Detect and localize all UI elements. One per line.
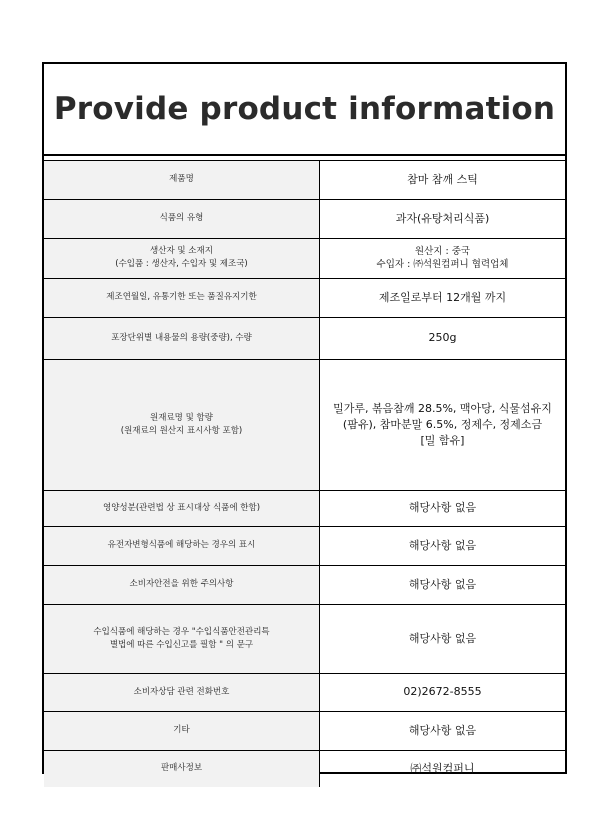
row-value-quantity: 250g — [320, 317, 566, 359]
row-label-phone: 소비자상담 관련 전화번호 — [44, 673, 320, 711]
table-row — [44, 604, 565, 673]
table-row — [44, 750, 565, 787]
row-value-ingredients: 밀가루, 볶음참깨 28.5%, 맥아당, 식물섬유지(팜유), 참마분말 6.5%, 정제수, 정제소금 [밀 함유] — [320, 359, 566, 490]
table-row — [44, 238, 565, 278]
table-row — [44, 711, 565, 750]
table-row — [44, 199, 565, 238]
row-value-nutrition: 해당사항 없음 — [320, 490, 566, 526]
table-row — [44, 317, 565, 359]
row-value-phone: 02)2672-8555 — [320, 673, 566, 711]
page-title: Provide product information — [53, 91, 556, 127]
product-info-table — [44, 161, 565, 787]
table-row — [44, 673, 565, 711]
product-info-sheet — [42, 62, 567, 774]
title-box — [44, 64, 565, 156]
row-label-gmo: 유전자변형식품에 해당하는 경우의 표시 — [44, 526, 320, 565]
row-label-quantity: 포장단위별 내용물의 용량(중량), 수량 — [44, 317, 320, 359]
row-label-food-type: 식품의 유형 — [44, 199, 320, 238]
row-value-product-name: 참마 참깨 스틱 — [320, 161, 566, 199]
table-row — [44, 359, 565, 490]
row-label-nutrition: 영양성분(관련법 상 표시대상 식품에 한함) — [44, 490, 320, 526]
table-row — [44, 565, 565, 604]
row-label-product-name: 제품명 — [44, 161, 320, 199]
row-label-etc: 기타 — [44, 711, 320, 750]
table-row — [44, 526, 565, 565]
row-value-safety: 해당사항 없음 — [320, 565, 566, 604]
row-value-import-notice: 해당사항 없음 — [320, 604, 566, 673]
row-value-producer: 원산지 : 중국 수입자 : ㈜석원컴퍼니 협력업체 — [320, 238, 566, 278]
row-label-seller: 판매사정보 — [44, 750, 320, 787]
row-label-import-notice: 수입식품에 해당하는 경우 "수입식품안전관리특 별법에 따른 수입신고를 필함 " 의 문구 — [44, 604, 320, 673]
table-row — [44, 161, 565, 199]
row-value-expiry: 제조일로부터 12개월 까지 — [320, 278, 566, 317]
table-row — [44, 490, 565, 526]
row-label-safety: 소비자안전을 위한 주의사항 — [44, 565, 320, 604]
table-row — [44, 278, 565, 317]
row-value-gmo: 해당사항 없음 — [320, 526, 566, 565]
row-value-etc: 해당사항 없음 — [320, 711, 566, 750]
row-value-seller: ㈜석원컴퍼니 — [320, 750, 566, 787]
row-label-expiry: 제조연월일, 유통기한 또는 품질유지기한 — [44, 278, 320, 317]
row-label-ingredients: 원재료명 및 함량 (원재료의 원산지 표시사항 포함) — [44, 359, 320, 490]
row-label-producer: 생산자 및 소재지 (수입품 : 생산자, 수입자 및 제조국) — [44, 238, 320, 278]
row-value-food-type: 과자(유탕처리식품) — [320, 199, 566, 238]
